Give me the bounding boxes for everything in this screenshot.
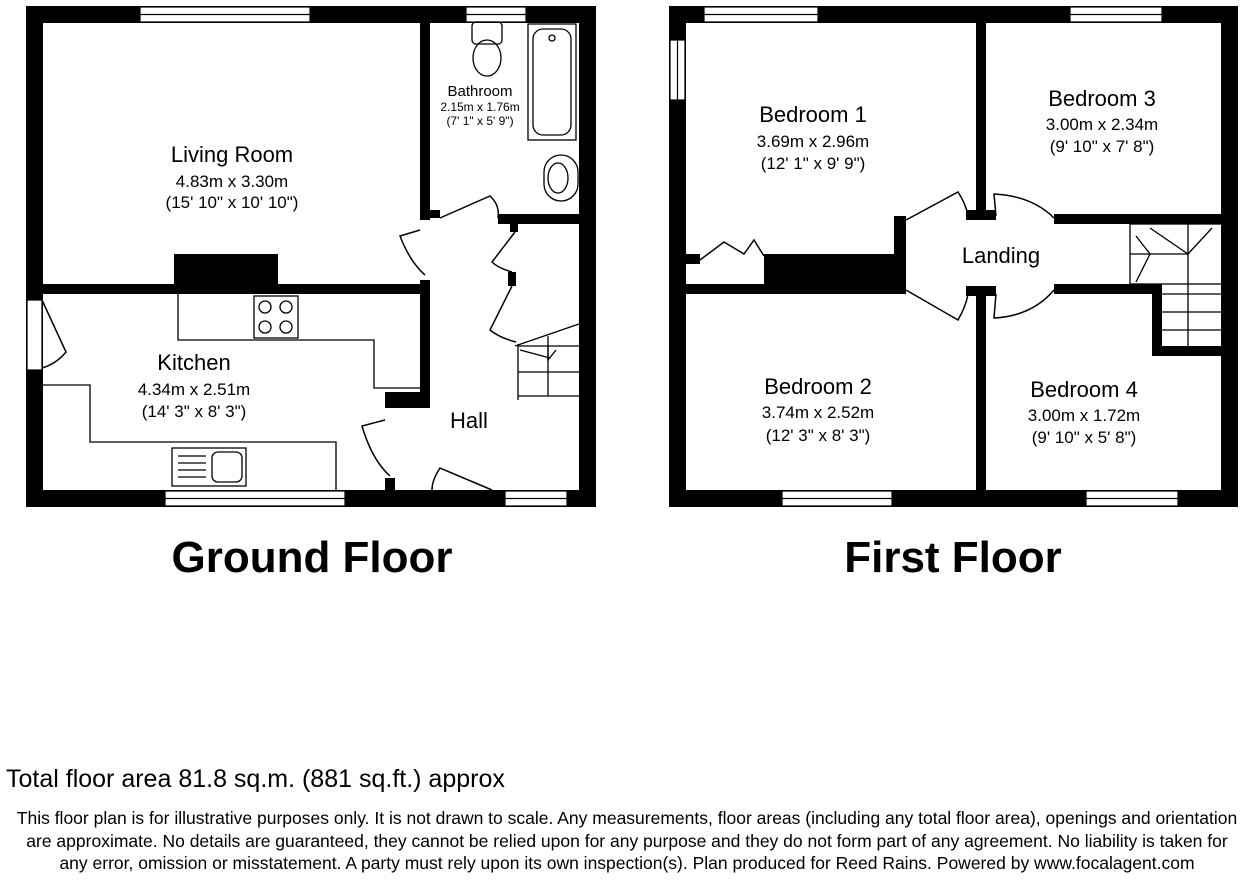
bedroom2-name: Bedroom 2 [764, 374, 872, 399]
first-floor-title: First Floor [844, 533, 1062, 582]
toilet-cistern-icon [472, 22, 502, 44]
ground-floor-title: Ground Floor [171, 533, 453, 582]
bedroom4-name: Bedroom 4 [1030, 377, 1138, 402]
bedroom2-metric: 3.74m x 2.52m [761, 403, 875, 422]
hall-name: Hall [450, 408, 488, 433]
kitchen-counter-lower [43, 385, 336, 490]
bedroom3-imperial: (9' 10" x 7' 8") [1049, 137, 1155, 156]
bedroom2-imperial: (12' 3" x 8' 3") [765, 426, 871, 445]
first-floor-outer-walls [669, 6, 1238, 507]
disclaimer-text: This floor plan is for illustrative purposes only. It is not drawn to scale. Any measurements, floor areas (including any total floor area), openings and orientation are approximate. No details are guaranteed, they cannot be relied upon for any purpose and they do not form part of any agreement. No liability is taken for any error, omission or misstatement. A party must rely upon its own inspection(s). Plan produced for Reed Rains. Powered by www.focalagent.com [16, 808, 1238, 873]
ground-floor-plan [26, 6, 596, 582]
total-floor-area: Total floor area 81.8 sq.m. (881 sq.ft.) approx [6, 765, 505, 793]
bedroom1-name: Bedroom 1 [759, 102, 867, 127]
ground-floor-stairs [515, 324, 579, 400]
living-room-name: Living Room [170, 142, 294, 167]
ground-floor-outer-walls [26, 6, 596, 507]
bedroom1-imperial: (12' 1" x 9' 9") [760, 154, 866, 173]
ground-floor-labels [138, 83, 520, 582]
bathroom-metric: 2.15m x 1.76m [440, 100, 520, 114]
living-room-metric: 4.83m x 3.30m [175, 172, 289, 191]
bathroom-imperial: (7' 1" x 5' 9") [446, 114, 514, 128]
first-floor-labels [757, 86, 1158, 582]
kitchen-imperial: (14' 3" x 8' 3") [141, 402, 247, 421]
sink-icon [172, 448, 246, 486]
bedroom4-metric: 3.00m x 1.72m [1027, 406, 1141, 425]
toilet-icon [473, 40, 501, 76]
bedroom1-metric: 3.69m x 2.96m [756, 132, 870, 151]
bedroom3-name: Bedroom 3 [1048, 86, 1156, 111]
landing-name: Landing [961, 243, 1041, 268]
bathroom-name: Bathroom [447, 83, 513, 100]
bedroom3-metric: 3.00m x 2.34m [1045, 115, 1159, 134]
wash-basin-icon [544, 155, 578, 201]
first-floor-plan [669, 6, 1238, 582]
kitchen-metric: 4.34m x 2.51m [137, 380, 251, 399]
bedroom4-imperial: (9' 10" x 5' 8") [1031, 428, 1137, 447]
living-room-imperial: (15' 10" x 10' 10") [165, 193, 299, 212]
ground-floor-doors [42, 196, 516, 490]
kitchen-name: Kitchen [157, 350, 231, 375]
